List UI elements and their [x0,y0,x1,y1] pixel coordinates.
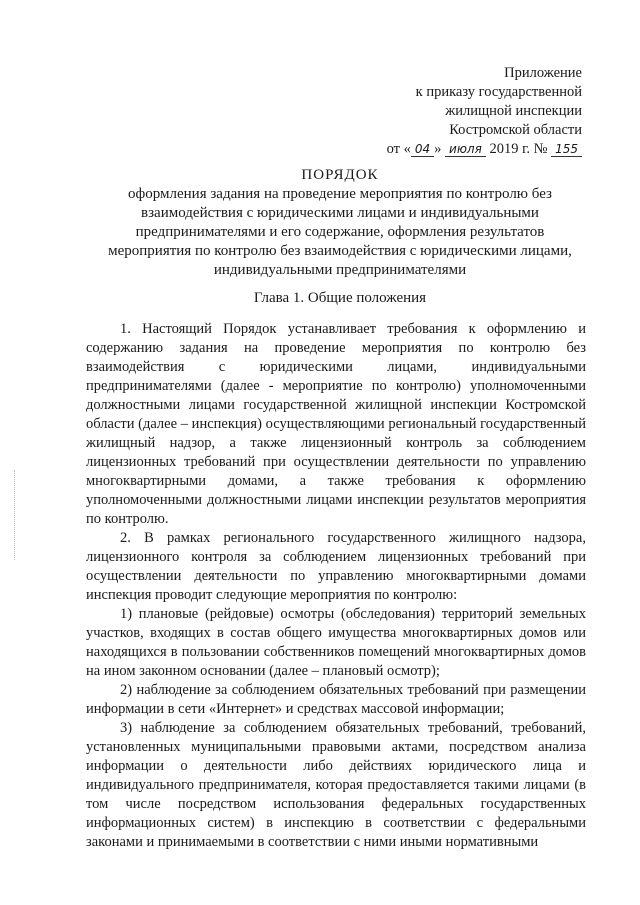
document-title [80,166,600,280]
document-body [86,320,586,852]
chapter-heading: Глава 1. Общие положения [253,290,427,306]
order-number: 155 [551,142,582,157]
title-line: оформления задания на проведение мероприятия по контролю без [128,186,552,202]
date-month: июля [445,142,486,157]
paragraph: 1. Настоящий Порядок устанавливает требования к оформлению и содержанию задания на проведение мероприятия по контролю без взаимодействия с юридическими лицами, индивидуальными предпринимателями (далее - мероприятие по контролю) уполномоченными должностными лицами государственной жилищной инспекции Костромской области (далее – инспекция) осуществляющими региональный государственный жилищный надзор, а также лицензионный контроль за соблюдением лицензионных требований при осуществлении деятельности по управлению многоквартирными домами, а также требования к оформлению уполномоченными должностными лицами инспекции результатов мероприятия по контролю. [86,321,586,527]
paragraph: 3) наблюдение за соблюдением обязательных требований, требований, установленных муниципальными правовыми актами, посредством анализа информации о деятельности либо действиях юридического лица и индивидуального предпринимателя, которая предоставляется такими лицами (в том числе посредством использования федеральных государственных информационных систем) в инспекцию в соответствии с федеральными законами и принимаемыми в соответствии с ними иными нормативными [86,720,586,850]
appendix-line: Приложение [504,65,582,81]
appendix-line: к приказу государственной [415,84,582,100]
paragraph: 1) плановые (рейдовые) осмотры (обследования) территорий земельных участков, входящих в состав общего имущества многоквартирных домов или находящихся в пользовании собственников помещений многоквартирных домов на ином законном основании (далее – плановый осмотр); [86,606,586,679]
date-day: 04 [411,142,434,157]
paragraph: 2) наблюдение за соблюдением обязательных требований при размещении информации в сети «Интернет» и средствах массовой информации; [86,682,586,717]
appendix-date-line [387,140,582,159]
title-line: индивидуальными предпринимателями [213,262,467,278]
date-prefix: от « [386,141,411,157]
margin-mark [14,470,16,560]
title-line: мероприятия по контролю без взаимодействия с юридическими лицами, [108,243,572,259]
title-main: ПОРЯДОК [301,167,379,183]
date-mid: » [434,141,442,157]
paragraph: 2. В рамках регионального государственного жилищного надзора, лицензионного контроля за соблюдением лицензионных требований при осуществлении деятельности по управлению многоквартирными домами инспекция проводит следующие мероприятия по контролю: [86,530,586,603]
appendix-line: жилищной инспекции [445,103,582,119]
appendix-line: Костромской области [449,122,582,138]
title-line: предпринимателями и его содержание, оформления результатов [135,224,545,240]
title-line: взаимодействия с юридическими лицами и индивидуальными [141,205,539,221]
date-year: 2019 г. № [489,141,548,157]
appendix-block [387,64,582,159]
